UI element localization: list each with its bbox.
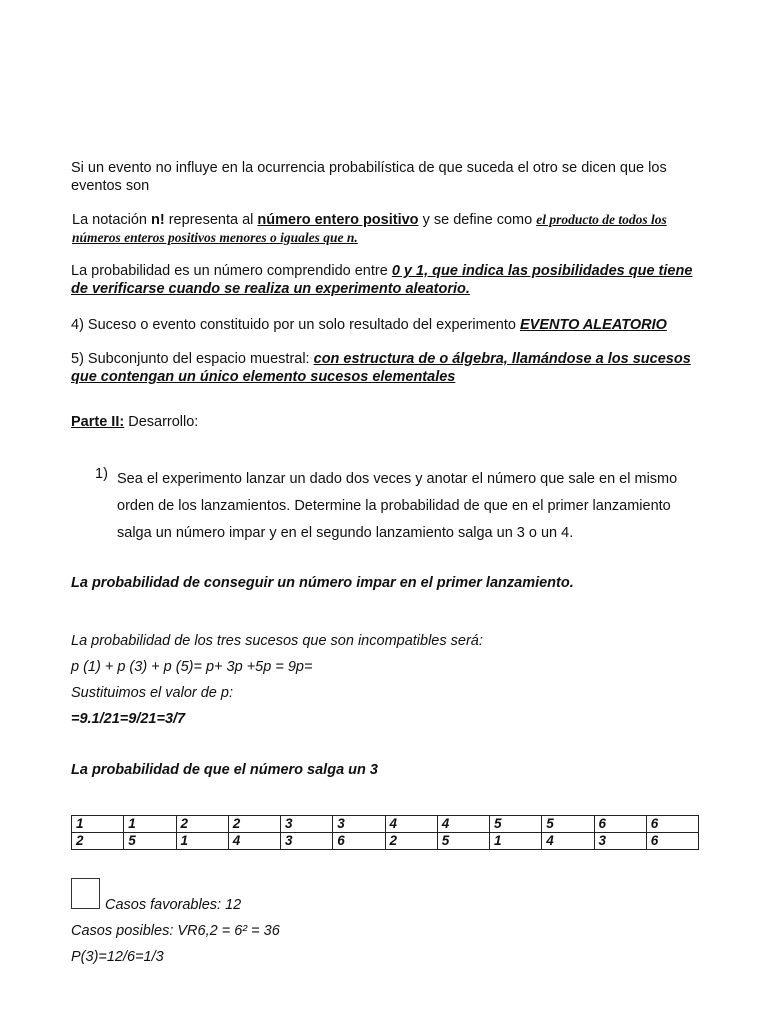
table-cell: 6 <box>646 816 698 833</box>
table-cell: 3 <box>333 816 385 833</box>
paragraph-factorial <box>72 211 701 247</box>
empty-image-placeholder <box>71 878 100 909</box>
solution-line-1: La probabilidad de los tres sucesos que son incompatibles será: <box>71 633 483 649</box>
table-cell: 4 <box>385 816 437 833</box>
solution-line-4: =9.1/21=9/21=3/7 <box>71 711 186 727</box>
table-cell: 3 <box>594 833 646 850</box>
answer-sigma-algebra: con estructura de o álgebra, llamándose a los sucesos que contengan un único elemento sucesos elementales <box>71 351 691 385</box>
table-cell: 3 <box>281 833 333 850</box>
table-cell: 4 <box>228 833 280 850</box>
outcomes-table <box>71 815 699 850</box>
table-cell: 1 <box>490 833 542 850</box>
table-cell: 1 <box>72 816 124 833</box>
table-cell: 6 <box>333 833 385 850</box>
text: 4) Suceso o evento constituido por un solo resultado del experimento <box>71 317 520 333</box>
table-cell: 1 <box>124 816 176 833</box>
table-cell: 4 <box>542 833 594 850</box>
heading-number-three: La probabilidad de que el número salga un 3 <box>71 762 378 778</box>
desarrollo-label: Desarrollo: <box>124 414 199 430</box>
answer-factorial-definition: el producto de todos los números enteros positivos menores o iguales que n. <box>72 212 667 245</box>
section-heading-parte-ii <box>71 413 198 431</box>
text: y se define como <box>418 212 537 228</box>
table-row <box>72 833 699 850</box>
text: La probabilidad es un número comprendido entre <box>71 263 392 279</box>
table-cell: 5 <box>490 816 542 833</box>
table-cell: 6 <box>594 816 646 833</box>
question-number: 1) <box>95 466 108 482</box>
table-cell: 4 <box>437 816 489 833</box>
table-cell: 2 <box>176 816 228 833</box>
table-row <box>72 816 699 833</box>
factorial-symbol: n! <box>151 212 165 228</box>
table-cell: 2 <box>228 816 280 833</box>
table-cell: 5 <box>542 816 594 833</box>
table-cell: 2 <box>72 833 124 850</box>
parte-ii-label: Parte II: <box>71 414 125 430</box>
table-cell: 3 <box>281 816 333 833</box>
answer-evento-aleatorio: EVENTO ALEATORIO <box>519 317 667 333</box>
text: 5) Subconjunto del espacio muestral: <box>71 351 314 367</box>
text: La notación <box>72 212 152 228</box>
text: representa al <box>164 212 258 228</box>
table-cell: 6 <box>646 833 698 850</box>
table-cell: 2 <box>385 833 437 850</box>
table-cell: 1 <box>176 833 228 850</box>
solution-line-2: p (1) + p (3) + p (5)= p+ 3p +5p = 9p= <box>71 659 313 675</box>
question-1 <box>95 466 695 547</box>
answer-positive-integer: número entero positivo <box>257 212 419 228</box>
table-cell: 5 <box>124 833 176 850</box>
paragraph-independent-events: Si un evento no influye en la ocurrencia probabilística de que suceda el otro se dicen que los eventos son <box>71 160 667 194</box>
table-cell: 5 <box>437 833 489 850</box>
solution-line-3: Sustituimos el valor de p: <box>71 685 233 701</box>
answer-probability-range: 0 y 1, que indica las posibilidades que tiene de verificarse cuando se realiza un experimento aleatorio. <box>71 263 693 297</box>
paragraph-item-4 <box>71 316 667 334</box>
question-text: Sea el experimento lanzar un dado dos veces y anotar el número que sale en el mismo orden de los lanzamientos. Determine la probabilidad de que en el primer lanzamiento salga un número impar y en el segundo lanzamiento salga un 3 o un 4. <box>117 471 678 541</box>
solution-odd <box>71 628 483 732</box>
heading-odd-first-throw: La probabilidad de conseguir un número impar en el primer lanzamiento. <box>71 575 574 591</box>
casos-posibles: Casos posibles: VR6,2 = 6² = 36 <box>71 923 280 939</box>
probability-result: P(3)=12/6=1/3 <box>71 949 164 965</box>
paragraph-probability <box>71 262 701 298</box>
casos-favorables: Casos favorables: 12 <box>105 897 242 913</box>
paragraph-item-5 <box>71 350 701 386</box>
